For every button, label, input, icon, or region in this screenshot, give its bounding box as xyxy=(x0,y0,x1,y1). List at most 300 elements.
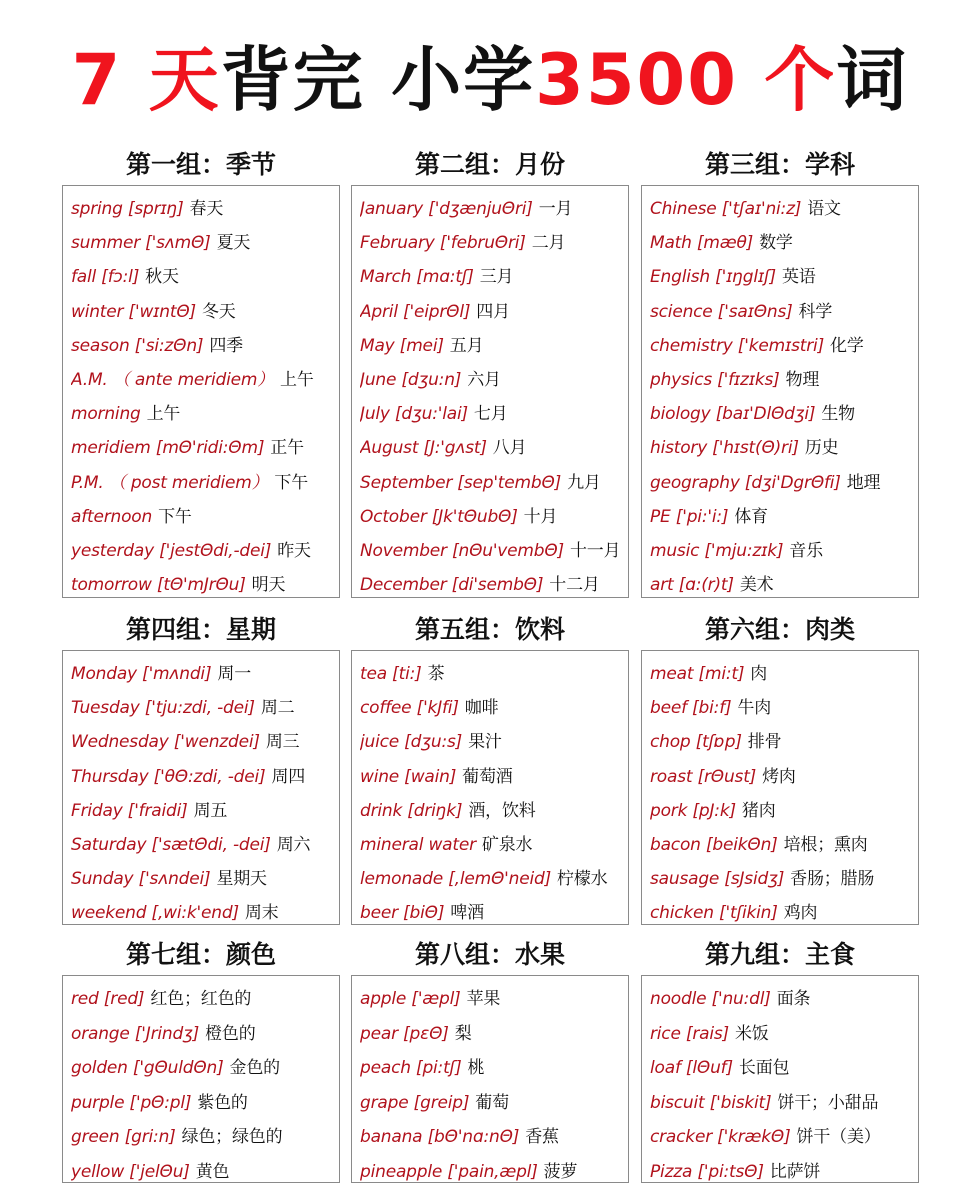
entry-meaning: 周二 xyxy=(260,698,295,719)
entry-word: golden xyxy=(71,1058,128,1078)
entry-phonetic: [dʒu:s] xyxy=(404,732,463,753)
entry-word: chicken xyxy=(650,903,714,924)
entry-phonetic: ['wɪntΘ] xyxy=(128,301,196,322)
entry-meaning: 周一 xyxy=(217,664,251,684)
entry-word: afternoon xyxy=(71,506,153,527)
entry-phonetic: [baɪ'DlΘdʒi] xyxy=(715,404,816,425)
entry-meaning: 语文 xyxy=(807,199,841,219)
entry-meaning: 红色；红色的 xyxy=(150,989,252,1009)
entry-phonetic: [mei] xyxy=(399,335,444,356)
vocab-entry xyxy=(650,691,914,725)
vocab-entry xyxy=(71,260,335,294)
entry-meaning: 十二月 xyxy=(549,575,600,596)
entry-word: loaf xyxy=(650,1058,681,1078)
vocab-entry xyxy=(360,363,624,397)
vocab-entry xyxy=(71,1086,335,1121)
entry-meaning: 橙色的 xyxy=(205,1023,256,1044)
vocab-entry xyxy=(650,397,914,431)
entry-word: weekend xyxy=(71,903,147,924)
entry-meaning: 历史 xyxy=(804,438,839,459)
entry-word: English xyxy=(650,267,710,288)
entry-word: beef xyxy=(650,698,687,719)
vocab-entry xyxy=(360,828,624,862)
entry-phonetic: ['jestΘdi,-dei] xyxy=(159,540,272,561)
entry-word: A.M. xyxy=(71,369,108,390)
entry-word: cracker xyxy=(650,1127,712,1147)
entry-phonetic: ['æpl] xyxy=(411,989,461,1009)
vocab-entry xyxy=(71,363,335,397)
entry-phonetic: [mɑ:tʃ] xyxy=(416,267,474,288)
entry-word: fall xyxy=(71,267,97,288)
vocab-box xyxy=(641,185,919,598)
vocab-box xyxy=(351,975,629,1183)
group-title: 第四组：星期 xyxy=(125,615,276,644)
entry-phonetic: ['fraidi] xyxy=(127,800,188,821)
entry-meaning: 苹果 xyxy=(466,989,501,1009)
entry-word: Sunday xyxy=(71,869,134,890)
entry-word: January xyxy=(360,199,424,219)
entry-word: September xyxy=(360,472,453,493)
vocab-entry xyxy=(71,295,335,329)
vocab-entry xyxy=(650,226,914,260)
entry-meaning: 音乐 xyxy=(789,540,823,561)
vocab-entry xyxy=(650,192,914,226)
entry-meaning: 菠萝 xyxy=(543,1161,578,1182)
entry-meaning: 三月 xyxy=(479,267,514,288)
vocab-entry xyxy=(71,862,335,896)
entry-phonetic: [pi:tʃ] xyxy=(416,1058,462,1078)
entry-word: winter xyxy=(71,301,124,322)
vocab-entry xyxy=(71,725,335,759)
entry-word: Wednesday xyxy=(71,732,169,753)
entry-phonetic: ['kemɪstri] xyxy=(737,335,825,356)
entry-word: drink xyxy=(360,800,403,821)
vocab-entry xyxy=(360,226,624,260)
entry-phonetic: ['hɪst(Θ)ri] xyxy=(712,438,799,459)
entry-meaning: 周四 xyxy=(271,766,306,787)
entry-word: morning xyxy=(71,404,141,425)
entry-word: Monday xyxy=(71,664,137,684)
entry-phonetic: ['tju:zdi, -dei] xyxy=(144,698,255,719)
group-title: 第八组：水果 xyxy=(414,940,565,969)
entry-meaning: 英语 xyxy=(781,267,816,288)
group-title: 第九组：主食 xyxy=(704,940,855,969)
entry-phonetic: ['θΘ:zdi, -dei] xyxy=(153,766,266,787)
entry-word: grape xyxy=(360,1092,409,1113)
vocab-entry xyxy=(650,896,914,925)
entry-word: October xyxy=(360,506,427,527)
entry-word: PE xyxy=(650,506,671,527)
entry-phonetic: [sJsidʒ] xyxy=(724,869,785,890)
entry-phonetic: [di'sembΘ] xyxy=(451,575,544,596)
title-part-finish: 背完 小学 xyxy=(220,39,536,121)
entry-phonetic: [rΘust] xyxy=(697,766,757,787)
entry-word: July xyxy=(360,404,390,425)
vocab-entry xyxy=(360,568,624,598)
entry-phonetic: ['jelΘu] xyxy=(129,1161,190,1182)
vocab-entry xyxy=(360,1017,624,1052)
vocab-entry xyxy=(71,397,335,431)
entry-word: Tuesday xyxy=(71,698,140,719)
vocab-entry xyxy=(650,329,914,363)
entry-meaning: 二月 xyxy=(531,233,566,254)
vocab-box xyxy=(62,650,340,925)
vocab-entry xyxy=(360,260,624,294)
vocab-entry xyxy=(360,466,624,500)
entry-meaning: 面条 xyxy=(776,989,811,1009)
entry-word: beer xyxy=(360,903,398,924)
entry-phonetic: [driŋk] xyxy=(407,800,463,821)
entry-phonetic: （ ante meridiem） xyxy=(112,369,275,390)
entry-meaning: 正午 xyxy=(270,438,304,459)
entry-word: art xyxy=(650,575,674,596)
entry-meaning: 十一月 xyxy=(569,540,621,561)
entry-phonetic: [bΘ'nɑ:nΘ] xyxy=(427,1127,520,1147)
vocab-entry xyxy=(650,794,914,828)
entry-meaning: 烤肉 xyxy=(762,766,796,787)
vocab-entry xyxy=(360,295,624,329)
entry-word: rice xyxy=(650,1023,681,1044)
vocab-entry xyxy=(650,466,914,500)
vocab-entry xyxy=(650,982,914,1017)
entry-meaning: 一月 xyxy=(538,199,573,219)
entry-word: green xyxy=(71,1127,120,1147)
entry-word: wine xyxy=(360,766,400,787)
entry-meaning: 周三 xyxy=(265,732,300,753)
vocab-box xyxy=(62,185,340,598)
entry-word: tea xyxy=(360,664,387,684)
entry-phonetic: [,lemΘ'neid] xyxy=(448,869,552,890)
entry-meaning: 上午 xyxy=(280,369,314,390)
entry-meaning: 美术 xyxy=(739,575,774,596)
entry-meaning: 柠檬水 xyxy=(557,869,608,890)
vocab-entry xyxy=(650,1086,914,1121)
entry-phonetic: ['gΘuldΘn] xyxy=(132,1058,224,1078)
entry-word: June xyxy=(360,369,397,390)
entry-phonetic: ['tʃikin] xyxy=(719,903,778,924)
entry-meaning: 肉 xyxy=(750,664,768,684)
vocab-entry xyxy=(650,1051,914,1086)
vocab-entry xyxy=(650,862,914,896)
vocab-entry xyxy=(360,691,624,725)
entry-word: March xyxy=(360,267,412,288)
entry-word: Chinese xyxy=(650,199,717,219)
entry-phonetic: [mΘ'ridi:Θm] xyxy=(155,438,265,459)
page-title xyxy=(0,30,980,130)
entry-phonetic: ['wenzdei] xyxy=(173,732,260,753)
entry-phonetic: [pεΘ] xyxy=(403,1023,449,1044)
entry-meaning: 周六 xyxy=(276,834,311,855)
vocab-group xyxy=(641,610,919,925)
entry-word: sausage xyxy=(650,869,720,890)
vocab-group xyxy=(62,610,340,925)
vocab-box xyxy=(351,650,629,925)
entry-word: meat xyxy=(650,664,694,684)
vocab-entry xyxy=(650,1155,914,1184)
vocab-entry xyxy=(360,329,624,363)
entry-word: Pizza xyxy=(650,1161,693,1182)
vocab-entry xyxy=(71,828,335,862)
entry-word: science xyxy=(650,301,713,322)
entry-meaning: 黄色 xyxy=(195,1161,230,1182)
entry-meaning: 夏天 xyxy=(216,233,251,254)
entry-phonetic: [fɔ:l] xyxy=(101,267,140,288)
vocab-entry xyxy=(360,657,624,691)
entry-phonetic: ['krækΘ] xyxy=(717,1127,791,1147)
vocab-entry xyxy=(71,794,335,828)
entry-meaning: 牛肉 xyxy=(737,698,772,719)
entry-phonetic: [dʒu:'lai] xyxy=(395,404,468,425)
vocab-entry xyxy=(650,657,914,691)
entry-phonetic: ['eiprΘl] xyxy=(403,301,471,322)
entry-meaning: 冬天 xyxy=(201,301,236,322)
entry-word: May xyxy=(360,335,395,356)
vocab-group xyxy=(351,935,629,1183)
vocab-entry xyxy=(650,725,914,759)
entry-word: pear xyxy=(360,1023,398,1044)
entry-meaning: 七月 xyxy=(473,404,508,425)
entry-phonetic: [pJ:k] xyxy=(692,800,736,821)
entry-phonetic: ['fɪzɪks] xyxy=(717,369,780,390)
vocab-box xyxy=(351,185,629,598)
entry-phonetic: ['sætΘdi, -dei] xyxy=(151,834,271,855)
entry-word: season xyxy=(71,335,130,356)
entry-phonetic: [,wi:k'end] xyxy=(151,903,239,924)
entry-word: history xyxy=(650,438,708,459)
entry-meaning: 周末 xyxy=(244,903,279,924)
entry-word: chemistry xyxy=(650,335,733,356)
entry-word: Friday xyxy=(71,800,123,821)
vocab-entry xyxy=(360,192,624,226)
entry-meaning: 下午 xyxy=(158,506,192,527)
group-title: 第三组：学科 xyxy=(704,150,855,179)
entry-phonetic: ['saɪΘns] xyxy=(717,301,793,322)
entry-meaning: 六月 xyxy=(467,369,501,390)
vocab-entry xyxy=(360,1051,624,1086)
entry-phonetic: [nΘu'vembΘ] xyxy=(452,540,564,561)
vocab-entry xyxy=(360,431,624,465)
entry-meaning: 地理 xyxy=(846,472,881,493)
vocab-entry xyxy=(71,657,335,691)
entry-meaning: 十月 xyxy=(523,506,558,527)
entry-phonetic: [gri:n] xyxy=(124,1127,176,1147)
entry-phonetic: ['sʌndei] xyxy=(138,869,211,890)
entry-phonetic: [dʒi'DgrΘfi] xyxy=(744,472,841,493)
vocab-box xyxy=(641,650,919,925)
vocab-entry xyxy=(360,725,624,759)
group-title: 第二组：月份 xyxy=(414,150,565,179)
vocab-entry xyxy=(650,534,914,568)
entry-word: geography xyxy=(650,472,740,493)
entry-word: Math xyxy=(650,233,692,254)
vocab-entry xyxy=(71,192,335,226)
group-title: 第一组：季节 xyxy=(125,150,276,179)
entry-meaning: 九月 xyxy=(567,472,601,493)
entry-word: February xyxy=(360,233,435,254)
entry-word: biscuit xyxy=(650,1092,705,1113)
vocab-group xyxy=(351,145,629,598)
vocab-entry xyxy=(71,760,335,794)
entry-phonetic: [biΘ] xyxy=(403,903,445,924)
entry-word: Thursday xyxy=(71,766,149,787)
vocab-entry xyxy=(71,1051,335,1086)
entry-meaning: 米饭 xyxy=(735,1023,769,1044)
entry-meaning: 培根；熏肉 xyxy=(783,834,868,855)
vocab-entry xyxy=(71,329,335,363)
entry-word: juice xyxy=(360,732,400,753)
entry-word: music xyxy=(650,540,700,561)
entry-meaning: 果汁 xyxy=(468,732,502,753)
entry-meaning: 排骨 xyxy=(747,732,782,753)
entry-phonetic: ['pi:tsΘ] xyxy=(697,1161,764,1182)
entry-word: summer xyxy=(71,233,140,254)
vocab-entry xyxy=(650,431,914,465)
entry-phonetic: [beikΘn] xyxy=(705,834,778,855)
vocab-entry xyxy=(71,500,335,534)
entry-meaning: 四月 xyxy=(476,301,510,322)
entry-word: biology xyxy=(650,404,711,425)
entry-meaning: 科学 xyxy=(798,301,833,322)
entry-meaning: 比萨饼 xyxy=(769,1161,821,1182)
entry-meaning: 明天 xyxy=(251,575,286,596)
entry-meaning: 葡萄酒 xyxy=(462,766,513,787)
entry-meaning: 八月 xyxy=(492,438,527,459)
vocab-entry xyxy=(71,982,335,1017)
vocab-entry xyxy=(360,862,624,896)
entry-phonetic: ['pΘ:pl] xyxy=(129,1092,192,1113)
entry-meaning: 周五 xyxy=(193,800,228,821)
entry-meaning: 鸡肉 xyxy=(783,903,818,924)
vocab-entry xyxy=(71,1155,335,1184)
entry-word: yellow xyxy=(71,1161,125,1182)
entry-word: peach xyxy=(360,1058,411,1078)
entry-phonetic: [sprɪŋ] xyxy=(127,199,184,219)
entry-meaning: 香肠；腊肠 xyxy=(790,869,875,890)
vocab-entry xyxy=(360,982,624,1017)
vocab-box xyxy=(641,975,919,1183)
entry-word: pork xyxy=(650,800,688,821)
entry-phonetic: [dʒu:n] xyxy=(401,369,462,390)
entry-meaning: 茶 xyxy=(427,664,445,684)
vocab-box xyxy=(62,975,340,1183)
entry-phonetic: [bi:f] xyxy=(692,698,732,719)
vocab-entry xyxy=(650,828,914,862)
entry-meaning: 四季 xyxy=(209,335,243,356)
entry-phonetic: [sep'tembΘ] xyxy=(457,472,562,493)
title-part-days: 7 天 xyxy=(71,39,221,121)
vocab-entry xyxy=(71,1120,335,1155)
entry-word: lemonade xyxy=(360,869,443,890)
entry-meaning: 体育 xyxy=(734,506,768,527)
vocab-entry xyxy=(360,534,624,568)
entry-phonetic: [red] xyxy=(103,989,145,1009)
vocab-entry xyxy=(360,397,624,431)
entry-word: P.M. xyxy=(71,472,104,493)
entry-phonetic: ['ɪŋglɪʃ] xyxy=(715,267,776,288)
vocab-entry xyxy=(650,363,914,397)
vocab-entry xyxy=(650,760,914,794)
vocab-group xyxy=(641,935,919,1183)
entry-phonetic: ['sʌmΘ] xyxy=(145,233,211,254)
entry-meaning: 上午 xyxy=(146,404,181,425)
entry-meaning: 桃 xyxy=(467,1058,485,1078)
vocab-entry xyxy=(360,1086,624,1121)
entry-word: meridiem xyxy=(71,438,151,459)
entry-word: spring xyxy=(71,199,123,219)
entry-word: tomorrow xyxy=(71,575,152,596)
entry-phonetic: ['biskit] xyxy=(709,1092,772,1113)
entry-meaning: 金色的 xyxy=(229,1058,280,1078)
entry-phonetic: [Jk'tΘubΘ] xyxy=(431,506,518,527)
entry-phonetic: [rais] xyxy=(685,1023,729,1044)
entry-meaning: 猪肉 xyxy=(741,800,776,821)
vocab-entry xyxy=(360,1155,624,1184)
title-part-count: 3500 个 xyxy=(535,39,837,121)
entry-meaning: 长面包 xyxy=(738,1058,790,1078)
group-title: 第七组：颜色 xyxy=(125,940,276,969)
entry-word: roast xyxy=(650,766,693,787)
entry-meaning: 秋天 xyxy=(145,267,179,288)
entry-meaning: 咖啡 xyxy=(464,698,499,719)
entry-meaning: 下午 xyxy=(274,472,309,493)
entry-word: banana xyxy=(360,1127,423,1147)
entry-word: orange xyxy=(71,1023,130,1044)
entry-phonetic: [tΘ'mJrΘu] xyxy=(156,575,246,596)
entry-word: purple xyxy=(71,1092,125,1113)
entry-phonetic: [ɑ:(r)t] xyxy=(678,575,734,596)
entry-meaning: 绿色；绿色的 xyxy=(181,1127,283,1147)
entry-phonetic: ['pain,æpl] xyxy=(447,1161,538,1182)
vocab-entry xyxy=(71,534,335,568)
group-title: 第五组：饮料 xyxy=(414,615,565,644)
entry-word: chop xyxy=(650,732,691,753)
vocab-entry xyxy=(71,691,335,725)
entry-phonetic: [mi:t] xyxy=(698,664,745,684)
vocab-entry xyxy=(650,1120,914,1155)
entry-word: physics xyxy=(650,369,713,390)
entry-phonetic: [lΘuf] xyxy=(685,1058,733,1078)
entry-meaning: 香蕉 xyxy=(525,1127,559,1147)
vocab-entry xyxy=(650,500,914,534)
vocab-entry xyxy=(360,500,624,534)
vocab-entry xyxy=(71,1017,335,1052)
entry-meaning: 星期天 xyxy=(216,869,267,890)
vocab-entry xyxy=(71,226,335,260)
vocab-entry xyxy=(360,1120,624,1155)
entry-word: December xyxy=(360,575,447,596)
vocab-entry xyxy=(650,260,914,294)
vocab-entry xyxy=(650,1017,914,1052)
entry-meaning: 葡萄 xyxy=(475,1092,509,1113)
entry-phonetic: ['Jrindʒ] xyxy=(134,1023,200,1044)
entry-phonetic: ['februΘri] xyxy=(439,233,526,254)
entry-word: April xyxy=(360,301,398,322)
entry-word: August xyxy=(360,438,419,459)
entry-meaning: 矿泉水 xyxy=(481,834,533,855)
entry-phonetic: [wain] xyxy=(404,766,457,787)
vocab-entry xyxy=(71,568,335,598)
vocab-group xyxy=(641,145,919,598)
entry-word: apple xyxy=(360,989,407,1009)
entry-phonetic: ['si:zΘn] xyxy=(134,335,204,356)
entry-meaning: 饼干（美） xyxy=(796,1127,881,1147)
entry-phonetic: ['pi:'i:] xyxy=(675,506,729,527)
entry-word: mineral water xyxy=(360,834,476,855)
group-title: 第六组：肉类 xyxy=(704,615,855,644)
entry-meaning: 酒，饮料 xyxy=(468,800,536,821)
entry-phonetic: [mæθ] xyxy=(696,233,754,254)
vocab-entry xyxy=(360,896,624,925)
